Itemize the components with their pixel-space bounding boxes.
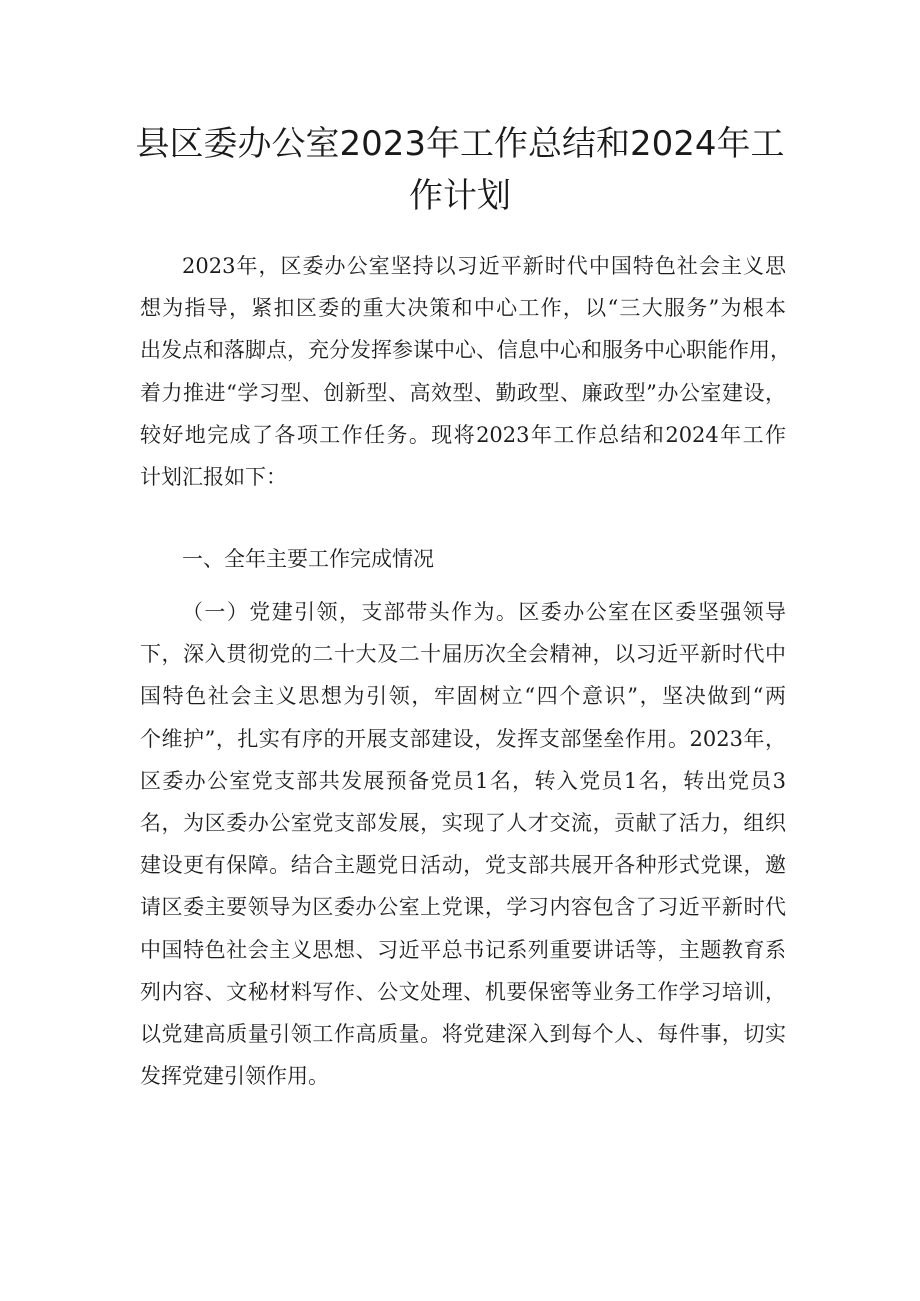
intro-line-3: 出发点和落脚点，充分发挥参谋中心、信息中心和服务中心职能作用， <box>140 338 791 363</box>
section-1-line-6: 名，为区委办公室党支部发展，实现了人才交流，贡献了活力，组织 <box>140 811 786 836</box>
section-1-paragraph <box>140 591 786 1097</box>
section-1-line-10: 列内容、文秘材料写作、公文处理、机要保密等业务工作学习培训， <box>140 979 786 1004</box>
section-heading-text: 一、全年主要工作完成情况 <box>182 547 434 571</box>
intro-line-5: 较好地完成了各项工作任务。现将2023年工作总结和2024年工作 <box>140 422 786 447</box>
title-line-2: 作计划 <box>409 176 511 216</box>
section-heading <box>140 538 786 580</box>
section-1-line-3: 国特色社会主义思想为引领，牢固树立“四个意识”，坚决做到“两 <box>140 684 786 709</box>
document-title <box>120 118 800 222</box>
intro-line-2: 想为指导，紧扣区委的重大决策和中心工作，以“三大服务”为根本 <box>140 296 786 321</box>
section-1-line-11: 以党建高质量引领工作高质量。将党建深入到每个人、每件事，切实 <box>140 1022 786 1047</box>
section-1-line-8: 请区委主要领导为区委办公室上党课，学习内容包含了习近平新时代 <box>140 895 786 920</box>
section-1-line-2: 下，深入贯彻党的二十大及二十届历次全会精神，以习近平新时代中 <box>140 642 786 667</box>
title-line-1: 县区委办公室2023年工作总结和2024年工 <box>135 124 785 164</box>
section-1-line-7: 建设更有保障。结合主题党日活动，党支部共展开各种形式党课，邀 <box>140 853 786 878</box>
intro-line-6: 计划汇报如下： <box>140 465 287 490</box>
intro-line-1: 2023年，区委办公室坚持以习近平新时代中国特色社会主义思 <box>182 254 786 278</box>
section-1-line-1: （一）党建引领，支部带头作为。区委办公室在区委坚强领导 <box>182 600 786 624</box>
intro-line-4: 着力推进“学习型、创新型、高效型、勤政型、廉政型”办公室建设， <box>140 380 786 405</box>
intro-paragraph <box>140 245 791 498</box>
section-1-line-12: 发挥党建引领作用。 <box>140 1064 329 1089</box>
section-1-line-5: 区委办公室党支部共发展预备党员1名，转入党员1名，转出党员3 <box>140 768 786 793</box>
section-1-line-9: 中国特色社会主义思想、习近平总书记系列重要讲话等，主题教育系 <box>140 937 786 962</box>
section-1-line-4: 个维护”，扎实有序的开展支部建设，发挥支部堡垒作用。2023年， <box>140 726 786 751</box>
